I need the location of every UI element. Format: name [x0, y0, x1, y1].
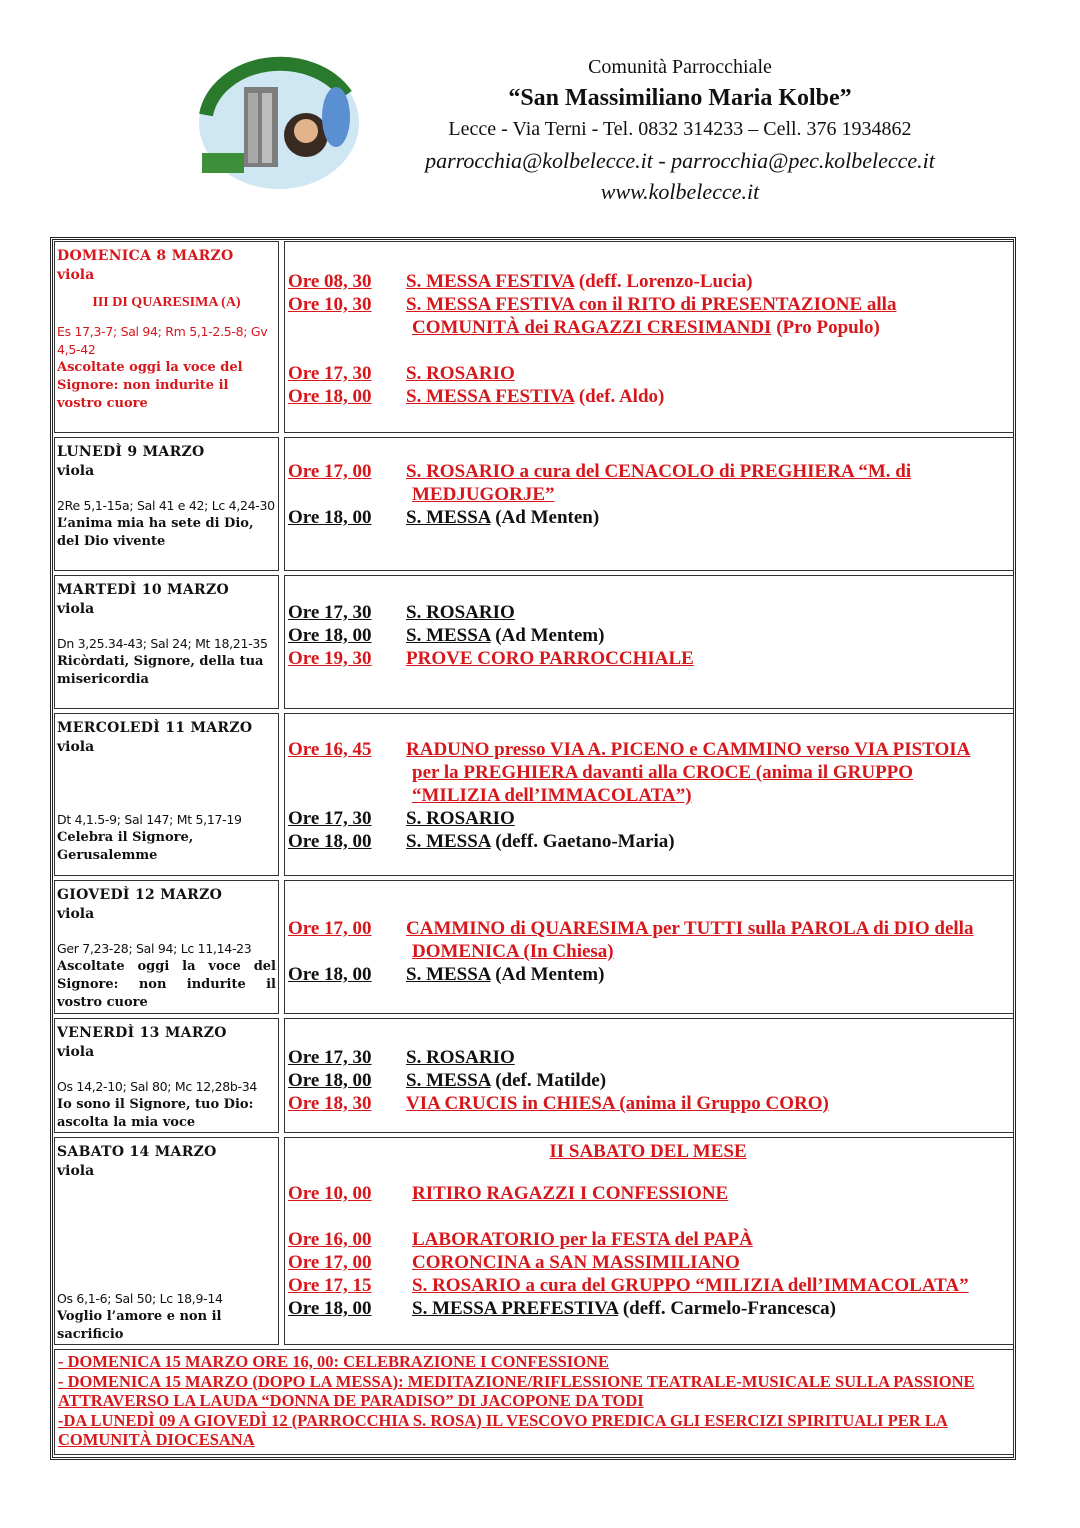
event-time: Ore 18, 30: [288, 1093, 372, 1114]
day-heading-text: II SABATO DEL MESE: [549, 1141, 747, 1162]
readings: Ger 7,23-28; Sal 94; Lc 11,14-23: [57, 941, 252, 956]
antiphon: L’anima mia ha sete di Dio, del Dio vivente: [57, 516, 254, 549]
liturgical-color: viola: [57, 267, 95, 283]
event-time: Ore 17, 30: [288, 808, 372, 829]
event-time: Ore 10, 00: [288, 1183, 372, 1204]
header-address: Lecce - Via Terni - Tel. 0832 314233 – Cell. 376 1934862: [448, 118, 912, 140]
event-title: S. ROSARIO: [406, 602, 515, 623]
event-time: Ore 18, 00: [288, 964, 372, 985]
day-events: [284, 241, 1014, 433]
header-community: Comunità Parrocchiale: [588, 56, 772, 78]
event-title: S. ROSARIO a cura del GRUPPO “MILIZIA dell’IMMACOLATA”: [412, 1275, 969, 1296]
event-title: S. MESSA: [406, 1070, 491, 1091]
day-events: [284, 1137, 1014, 1345]
event-title-cont: DOMENICA (In Chiesa): [412, 941, 614, 962]
event-time: Ore 17, 00: [288, 461, 372, 482]
event-title: S. ROSARIO: [406, 808, 515, 829]
day-info: [54, 241, 279, 433]
day-row-monday: [54, 437, 1014, 571]
event-time: Ore 08, 30: [288, 271, 372, 292]
event-title: RITIRO RAGAZZI I CONFESSIONE: [412, 1183, 729, 1204]
event-time: Ore 17, 15: [288, 1275, 372, 1296]
parish-logo: [196, 55, 362, 191]
event-time: Ore 16, 45: [288, 739, 372, 760]
header-email[interactable]: parrocchia@kolbelecce.it - parrocchia@pec.kolbelecce.it: [425, 148, 935, 173]
day-info: [54, 880, 279, 1014]
day-info: [54, 575, 279, 709]
event-extra: (Ad Mentem): [490, 625, 605, 646]
readings: Os 14,2-10; Sal 80; Mc 12,28b-34: [57, 1079, 258, 1094]
page-header: [0, 0, 1080, 230]
day-row-saturday: [54, 1137, 1014, 1345]
antiphon: Voglio l’amore e non il sacrificio: [57, 1309, 222, 1342]
readings: 2Re 5,1-15a; Sal 41 e 42; Lc 4,24-30: [57, 498, 275, 513]
event-time: Ore 18, 00: [288, 507, 372, 528]
day-row-wednesday: [54, 713, 1014, 876]
event-extra: (Ad Mentem): [490, 964, 605, 985]
event-time: Ore 18, 00: [288, 831, 372, 852]
event-title-cont: COMUNITÀ dei RAGAZZI CRESIMANDI: [412, 317, 772, 338]
liturgical-color: viola: [57, 463, 95, 479]
event-title-cont: per la PREGHIERA davanti alla CROCE (anima il GRUPPO: [412, 762, 914, 783]
liturgical-sub: III DI QUARESIMA (A): [92, 295, 241, 310]
header-website[interactable]: www.kolbelecce.it: [600, 179, 760, 204]
event-title: CORONCINA a SAN MASSIMILIANO: [412, 1252, 740, 1273]
day-title: LUNEDÌ 9 MARZO: [57, 444, 205, 460]
day-title: DOMENICA 8 MARZO: [57, 248, 234, 264]
event-time: Ore 17, 30: [288, 1047, 372, 1068]
event-time: Ore 16, 00: [288, 1229, 372, 1250]
day-heading: [288, 1140, 1008, 1163]
day-title: GIOVEDÌ 12 MARZO: [57, 887, 223, 903]
event-title: S. MESSA FESTIVA con il RITO di PRESENTAZIONE alla: [406, 294, 897, 315]
event-extra: (deff. Lorenzo-Lucia): [574, 271, 753, 292]
header-parish-name: “San Massimiliano Maria Kolbe”: [508, 85, 852, 111]
event-time: Ore 18, 00: [288, 1070, 372, 1091]
event-time: Ore 10, 30: [288, 294, 372, 315]
antiphon: Io sono il Signore, tuo Dio: ascolta la mia voce: [57, 1097, 254, 1130]
antiphon: Celebra il Signore, Gerusalemme: [57, 830, 194, 863]
event-title: S. MESSA FESTIVA: [406, 386, 575, 407]
event-title: S. ROSARIO: [406, 1047, 515, 1068]
event-time: Ore 18, 00: [288, 386, 372, 407]
event-time: Ore 18, 00: [288, 1298, 372, 1319]
antiphon: Ricòrdati, Signore, della tua misericordia: [57, 654, 264, 687]
event-title: S. MESSA: [406, 831, 491, 852]
event-time: Ore 17, 00: [288, 1252, 372, 1273]
event-title: S. MESSA: [406, 964, 491, 985]
announcements: [54, 1349, 1014, 1455]
liturgical-color: viola: [57, 906, 95, 922]
announcement: - DOMENICA 15 MARZO (DOPO LA MESSA): MEDITAZIONE/RIFLESSIONE TEATRALE-MUSICALE SULLA PASSIONE ATTRAVERSO LA LAUDA “DONNA DE PARADISO” DI JACOPONE DA TODI: [58, 1371, 975, 1410]
day-events: [284, 880, 1014, 1014]
event-time: Ore 18, 00: [288, 625, 372, 646]
day-info: [54, 437, 279, 571]
event-extra: (def. Matilde): [490, 1070, 607, 1091]
readings: Dn 3,25.34-43; Sal 24; Mt 18,21-35: [57, 636, 268, 651]
day-row-friday: [54, 1018, 1014, 1133]
event-title: LABORATORIO per la FESTA del PAPÀ: [412, 1229, 753, 1250]
liturgical-color: viola: [57, 1163, 95, 1179]
event-extra: (Pro Populo): [771, 317, 880, 338]
day-info: [54, 1018, 279, 1133]
readings: Dt 4,1.5-9; Sal 147; Mt 5,17-19: [57, 812, 242, 827]
day-events: [284, 437, 1014, 571]
event-title: RADUNO presso VIA A. PICENO e CAMMINO verso VIA PISTOIA: [406, 739, 971, 760]
event-title: S. MESSA: [406, 507, 491, 528]
event-time: Ore 17, 30: [288, 602, 372, 623]
event-extra: (Ad Menten): [490, 507, 600, 528]
day-events: [284, 713, 1014, 876]
day-title: MARTEDÌ 10 MARZO: [57, 582, 229, 598]
day-events: [284, 575, 1014, 709]
event-extra: (deff. Carmelo-Francesca): [618, 1298, 836, 1319]
event-title: S. MESSA PREFESTIVA: [412, 1298, 619, 1319]
liturgical-color: viola: [57, 739, 95, 755]
event-extra: (def. Aldo): [574, 386, 665, 407]
day-info: [54, 1137, 279, 1345]
event-title: S. ROSARIO a cura del CENACOLO di PREGHIERA “M. di: [406, 461, 912, 482]
readings: Os 6,1-6; Sal 50; Lc 18,9-14: [57, 1291, 223, 1306]
announcement: - DOMENICA 15 MARZO ORE 16, 00: CELEBRAZIONE I CONFESSIONE: [58, 1352, 609, 1371]
event-extra: (deff. Gaetano-Maria): [490, 831, 675, 852]
event-title: CAMMINO di QUARESIMA per TUTTI sulla PAROLA di DIO della: [406, 918, 974, 939]
event-time: Ore 19, 30: [288, 648, 372, 669]
day-title: SABATO 14 MARZO: [57, 1144, 217, 1160]
liturgical-color: viola: [57, 1044, 95, 1060]
day-row-thursday: [54, 880, 1014, 1014]
day-row-sunday: [54, 241, 1014, 433]
event-title-cont2: “MILIZIA dell’IMMACOLATA”): [412, 785, 692, 806]
event-title: VIA CRUCIS in CHIESA (anima il Gruppo CORO): [406, 1093, 829, 1114]
day-title: MERCOLEDÌ 11 MARZO: [57, 720, 253, 736]
day-events: [284, 1018, 1014, 1133]
day-row-tuesday: [54, 575, 1014, 709]
event-title: PROVE CORO PARROCCHIALE: [406, 648, 694, 669]
day-info: [54, 713, 279, 876]
liturgical-color: viola: [57, 601, 95, 617]
event-title-cont: MEDJUGORJE”: [412, 484, 555, 505]
event-title: S. MESSA FESTIVA: [406, 271, 575, 292]
antiphon: Ascoltate oggi la voce del Signore: non indurite il vostro cuore: [57, 959, 276, 1010]
readings: Es 17,3-7; Sal 94; Rm 5,1-2.5-8; Gv 4,5-42: [57, 324, 268, 357]
event-title: S. MESSA: [406, 625, 491, 646]
event-time: Ore 17, 30: [288, 363, 372, 384]
event-title: S. ROSARIO: [406, 363, 515, 384]
day-title: VENERDÌ 13 MARZO: [57, 1025, 227, 1041]
announcement: -DA LUNEDÌ 09 A GIOVEDÌ 12 (PARROCCHIA S. ROSA) IL VESCOVO PREDICA GLI ESERCIZI SPIRITUALI PER LA COMUNITÀ DIOCESANA: [58, 1410, 948, 1449]
antiphon: Ascoltate oggi la voce del Signore: non indurite il vostro cuore: [57, 360, 243, 411]
event-time: Ore 17, 00: [288, 918, 372, 939]
